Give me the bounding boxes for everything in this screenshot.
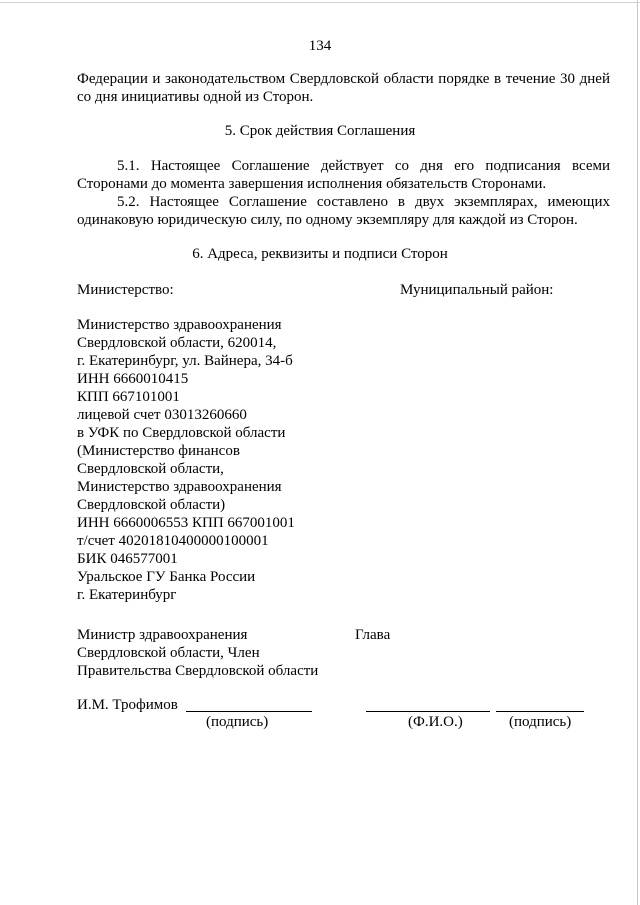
signature-caption-right: (подпись) xyxy=(509,714,572,730)
details-line: (Министерство финансов xyxy=(77,443,240,459)
scan-top-edge xyxy=(0,2,640,3)
section-5-p2-line-2: одинаковую юридическую силу, по одному экземпляру для каждой из Сторон. xyxy=(77,212,578,228)
details-line: КПП 667101001 xyxy=(77,389,180,405)
section-6-title: 6. Адреса, реквизиты и подписи Сторон xyxy=(192,246,448,262)
signature-line-left xyxy=(186,711,312,712)
signatory-title-line-1: Министр здравоохранения xyxy=(77,627,248,643)
signature-line-right xyxy=(496,711,584,712)
details-line: БИК 046577001 xyxy=(77,551,178,567)
details-line: в УФК по Свердловской области xyxy=(77,425,286,441)
municipal-district-heading: Муниципальный район: xyxy=(400,282,554,298)
section-5-title: 5. Срок действия Соглашения xyxy=(224,123,416,139)
fio-caption-right: (Ф.И.О.) xyxy=(408,714,463,730)
section-5-p1-line-2: Сторонами до момента завершения исполнения обязательств Сторонами. xyxy=(77,176,547,192)
fio-line-right xyxy=(366,711,490,712)
signature-caption-left: (подпись) xyxy=(206,714,269,730)
signatory-title-line-3: Правительства Свердловской области xyxy=(77,663,319,679)
ministry-details xyxy=(77,316,295,604)
details-line: Министерство здравоохранения xyxy=(77,479,282,495)
municipal-head-title: Глава xyxy=(355,627,391,643)
ministry-heading: Министерство: xyxy=(77,282,174,298)
details-line: т/счет 40201810400000100001 xyxy=(77,533,269,549)
section-5-p2-line-1: 5.2. Настоящее Соглашение составлено в двух экземплярах, имеющих xyxy=(117,194,610,210)
details-line: Министерство здравоохранения xyxy=(77,317,282,333)
signatory-title-line-2: Свердловской области, Член xyxy=(77,645,260,661)
details-line: лицевой счет 03013260660 xyxy=(77,407,247,423)
intro-line-1: Федерации и законодательством Свердловской области порядке в течение 30 дней xyxy=(77,71,610,87)
details-line: Свердловской области, 620014, xyxy=(77,335,277,351)
details-line: Свердловской области, xyxy=(77,461,224,477)
details-line: Свердловской области) xyxy=(77,497,226,513)
details-line: г. Екатеринбург xyxy=(77,587,177,603)
details-line: Уральское ГУ Банка России xyxy=(77,569,256,585)
details-line: ИНН 6660010415 xyxy=(77,371,189,387)
page-number: 134 xyxy=(308,38,332,54)
signatory-name: И.М. Трофимов xyxy=(77,697,178,713)
intro-line-2: со дня инициативы одной из Сторон. xyxy=(77,89,314,105)
details-line: ИНН 6660006553 КПП 667001001 xyxy=(77,515,295,531)
section-5-p1-line-1: 5.1. Настоящее Соглашение действует со дня его подписания всеми xyxy=(117,158,610,174)
details-line: г. Екатеринбург, ул. Вайнера, 34-б xyxy=(77,353,293,369)
